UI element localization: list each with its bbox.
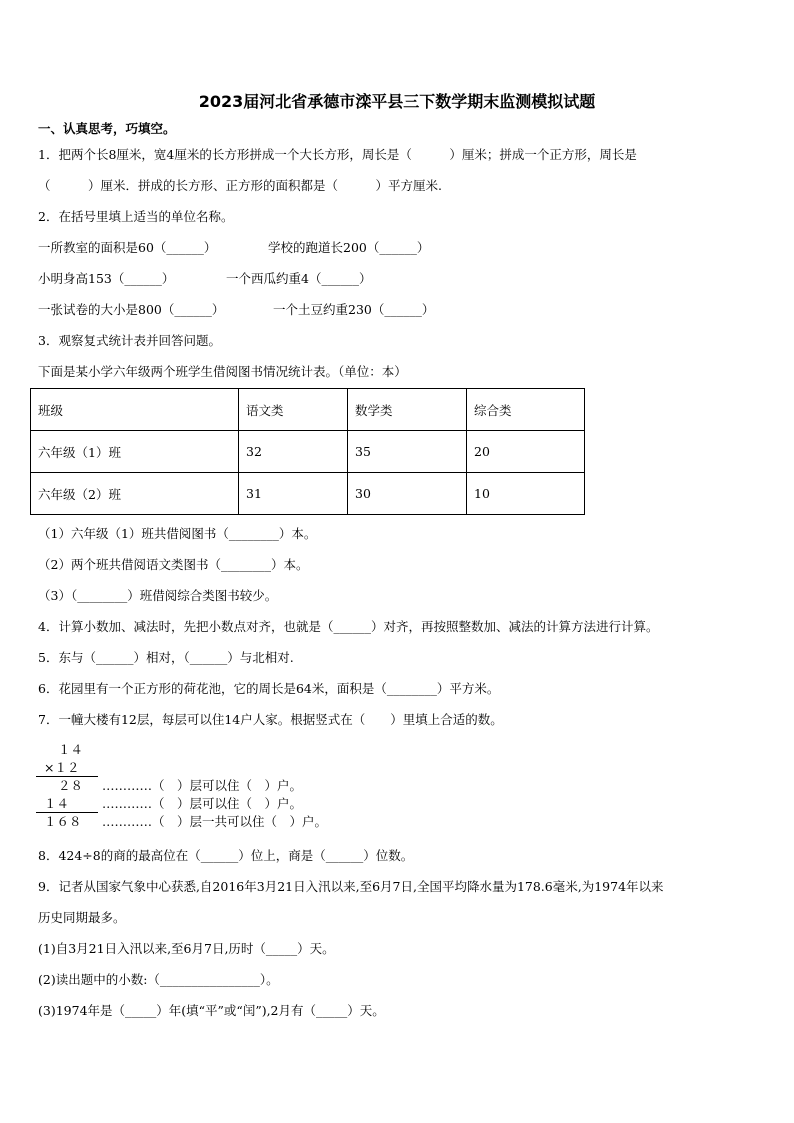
question-9-sub-1: (1)自3月21日入汛以来,至6月7日,历时（_____）天。 xyxy=(38,941,335,956)
question-2-item-3: 小明身高153（______） xyxy=(38,271,175,286)
question-8: 8．424÷8的商的最高位在（______）位上，商是（______）位数。 xyxy=(38,848,414,863)
question-3-sub-1: （1）六年级（1）班共借阅图书（________）本。 xyxy=(38,526,317,541)
table-cell: 10 xyxy=(467,473,585,515)
table-cell: 20 xyxy=(467,431,585,473)
question-3-sub-2: （2）两个班共借阅语文类图书（________）本。 xyxy=(38,557,309,572)
table-cell: 30 xyxy=(348,473,467,515)
question-2-item-1: 一所教室的面积是60（______） xyxy=(38,240,217,255)
question-2-item-4: 一个西瓜约重4（______） xyxy=(226,271,372,286)
question-4: 4．计算小数加、减法时，先把小数点对齐，也就是（______）对齐，再按照整数加、减法的计算方法进行计算。 xyxy=(38,619,659,634)
calc-answer-2: …………（ ）层可以住（ ）户。 xyxy=(102,796,303,811)
question-2-item-5: 一张试卷的大小是800（______） xyxy=(38,302,225,317)
question-1-line-1: 1．把两个长8厘米，宽4厘米的长方形拼成一个大长方形，周长是（ ）厘米；拼成一个正方形，周长是 xyxy=(38,147,637,162)
question-7: 7．一幢大楼有12层，每层可以住14户人家。根据竖式在（ ）里填上合适的数。 xyxy=(38,712,503,727)
calc-answer-1: …………（ ）层可以住（ ）户。 xyxy=(102,778,303,793)
question-9-sub-3: (3)1974年是（_____）年(填“平”或“闰”),2月有（_____）天。 xyxy=(38,1003,385,1018)
question-2-item-6: 一个土豆约重230（______） xyxy=(273,302,435,317)
question-3-sub-3: （3）（________）班借阅综合类图书较少。 xyxy=(38,588,278,603)
question-9-sub-2: (2)读出题中的小数:（________________）。 xyxy=(38,972,279,987)
table-header-cell: 综合类 xyxy=(467,389,585,431)
calc-rule xyxy=(36,776,98,777)
table-cell: 35 xyxy=(348,431,467,473)
question-6: 6．花园里有一个正方形的荷花池，它的周长是64米，面积是（________）平方米。 xyxy=(38,681,500,696)
table-cell: 六年级（1）班 xyxy=(31,431,239,473)
question-9-line-1: 9．记者从国家气象中心获悉,自2016年3月21日入汛以来,至6月7日,全国平均降水量为178.6毫米,为1974年以来 xyxy=(38,879,664,894)
question-2-intro: 2．在括号里填上适当的单位名称。 xyxy=(38,209,234,224)
section-heading: 一、认真思考，巧填空。 xyxy=(38,121,176,136)
statistics-table xyxy=(30,388,585,515)
table-header-row xyxy=(31,389,585,431)
table-header-cell: 语文类 xyxy=(239,389,348,431)
calc-answer-3: …………（ ）层一共可以住（ ）户。 xyxy=(102,814,328,829)
question-9-line-2: 历史同期最多。 xyxy=(38,910,126,925)
table-cell: 31 xyxy=(239,473,348,515)
question-3-intro: 3．观察复式统计表并回答问题。 xyxy=(38,333,221,348)
partial-product-2: １４ xyxy=(44,796,70,811)
partial-product-1: ２８ xyxy=(58,778,84,793)
multiplier: ×１２ xyxy=(44,760,80,775)
question-2-item-2: 学校的跑道长200（______） xyxy=(268,240,430,255)
table-header-cell: 数学类 xyxy=(348,389,467,431)
table-cell: 32 xyxy=(239,431,348,473)
page-title: 2023届河北省承德市滦平县三下数学期末监测模拟试题 xyxy=(198,92,596,111)
table-row xyxy=(31,473,585,515)
table-header-cell: 班级 xyxy=(31,389,239,431)
product: １６８ xyxy=(44,814,82,829)
calc-rule xyxy=(36,812,98,813)
multiplicand: １４ xyxy=(58,742,84,757)
table-cell: 六年级（2）班 xyxy=(31,473,239,515)
table-caption: 下面是某小学六年级两个班学生借阅图书情况统计表。（单位：本） xyxy=(38,364,407,379)
question-1-line-2: （ ）厘米．拼成的长方形、正方形的面积都是（ ）平方厘米. xyxy=(38,178,442,193)
question-5: 5．东与（______）相对，（______）与北相对. xyxy=(38,650,294,665)
table-row xyxy=(31,431,585,473)
